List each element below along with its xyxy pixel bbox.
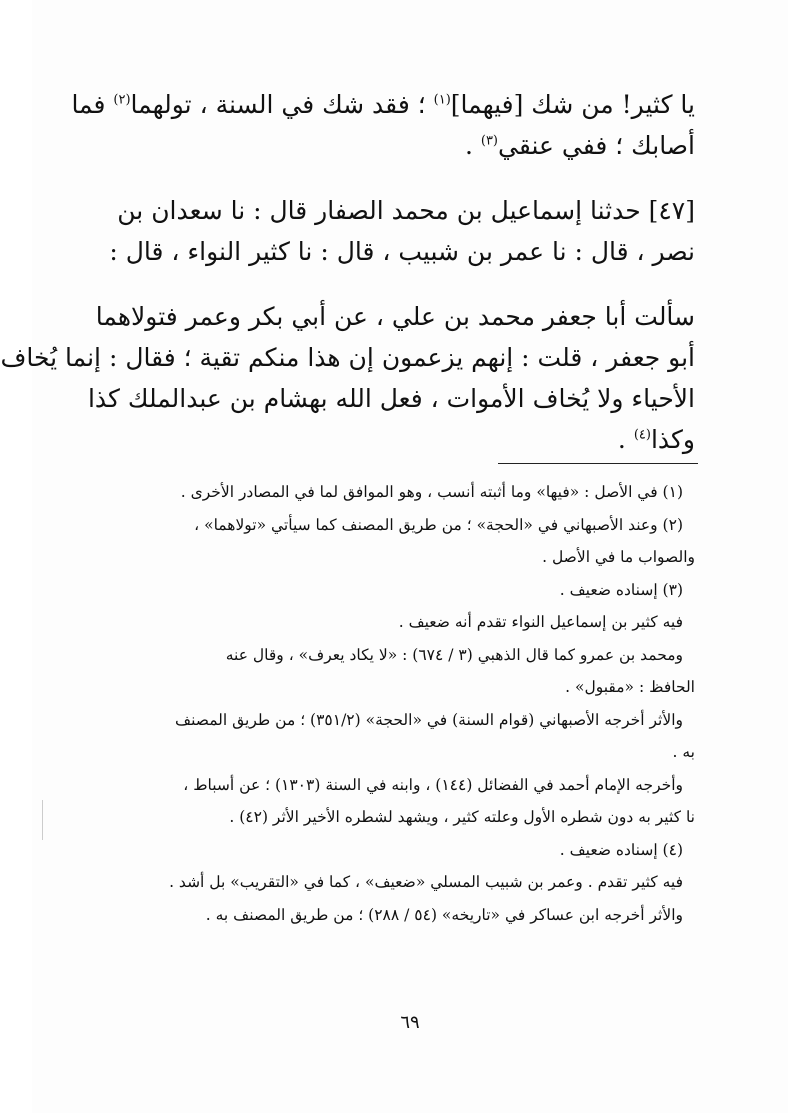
text-line: الأحياء ولا يُخاف الأموات ، فعل الله بهشام بن عبدالملك كذا <box>87 384 695 413</box>
footnote-line: فيه كثير تقدم . وعمر بن شبيب المسلي «ضعيف» ، كما في «التقريب» بل أشد . <box>169 873 683 891</box>
footnote-line: به . <box>672 743 695 761</box>
matn-paragraph <box>0 296 695 460</box>
footnote-separator <box>498 463 698 464</box>
footnote-ref-4: (٤) <box>633 427 651 443</box>
text-line: أبو جعفر ، قلت : إنهم يزعمون إن هذا منكم تقية ؛ فقال : إنما يُخاف <box>0 343 695 372</box>
text-line: سألت أبا جعفر محمد بن علي ، عن أبي بكر وعمر فتولاهما <box>95 302 695 331</box>
footnote-line: (١) في الأصل : «فيها» وما أثبته أنسب ، وهو الموافق لما في المصادر الأخرى . <box>180 483 683 501</box>
footnote-line: نا كثير به دون شطره الأول وعلته كثير ، ويشهد لشطره الأخير الأثر (٤٢) . <box>229 808 695 826</box>
footnotes-section <box>123 476 695 931</box>
footnote-line: (٢) وعند الأصبهاني في «الحجة» ؛ من طريق المصنف كما سيأتي «تولاهما» ، <box>194 515 683 534</box>
footnote-ref-2: (٢) <box>113 92 131 108</box>
text-line: [٤٧] حدثنا إسماعيل بن محمد الصفار قال : نا سعدان بن <box>117 196 695 225</box>
footnote-line: فيه كثير بن إسماعيل النواء تقدم أنه ضعيف . <box>398 613 683 631</box>
footnote-line: والأثر أخرجه ابن عساكر في «تاريخه» (٥٤ / ٢٨٨) ؛ من طريق المصنف به . <box>205 905 683 924</box>
footnote-ref-3: (٣) <box>480 133 498 149</box>
text-line: يا كثير! من شك [فيهما]$^{(١)}$ ؛ فقد شك في السنة ، تولهما$^{(٢)}$ فما <box>71 90 695 119</box>
text-line: وكذا$^{(٤)}$ . <box>617 425 695 454</box>
footnote-ref-1: (١) <box>433 92 451 108</box>
footnote-line: (٤) إسناده ضعيف . <box>559 840 683 859</box>
paragraph-continuation <box>71 84 695 166</box>
isnad-paragraph <box>109 190 695 272</box>
footnote-line: ومحمد بن عمرو كما قال الذهبي (٣ / ٦٧٤) : «لا يكاد يعرف» ، وقال عنه <box>225 645 683 664</box>
page-number: ٦٩ <box>400 1012 420 1033</box>
text-line: نصر ، قال : نا عمر بن شبيب ، قال : نا كثير النواء ، قال : <box>109 237 695 266</box>
footnote-line: (٣) إسناده ضعيف . <box>559 580 683 599</box>
page-edge-mark <box>42 800 43 840</box>
text-line: أصابك ؛ ففي عنقي$^{(٣)}$ . <box>464 131 695 160</box>
footnote-line: والصواب ما في الأصل . <box>542 548 695 566</box>
footnote-line: الحافظ : «مقبول» . <box>565 678 695 696</box>
footnote-line: وأخرجه الإمام أحمد في الفضائل (١٤٤) ، وابنه في السنة (١٣٠٣) ؛ عن أسباط ، <box>183 775 683 794</box>
footnote-line: والأثر أخرجه الأصبهاني (قوام السنة) في «الحجة» (٣٥١/٢) ؛ من طريق المصنف <box>175 710 683 729</box>
